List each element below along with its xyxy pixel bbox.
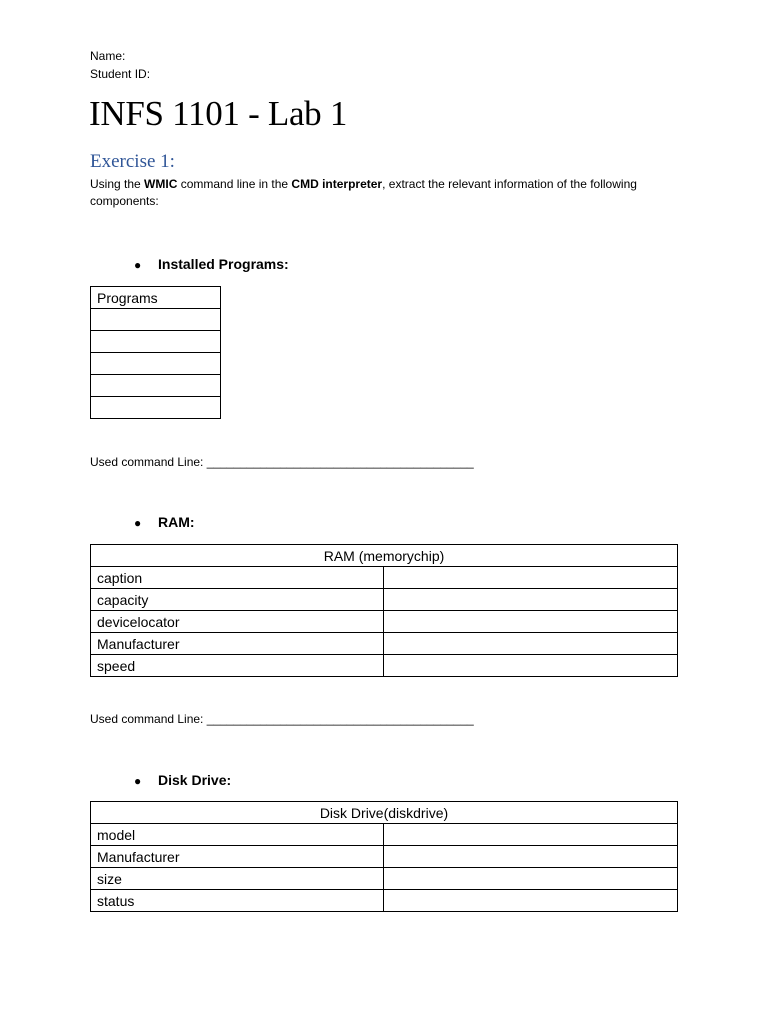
bullet-label: Disk Drive: [158, 772, 232, 788]
programs-header-cell: Programs [91, 287, 221, 309]
table-row [91, 353, 221, 375]
exercise-heading: Exercise 1: [90, 151, 175, 172]
disk-label-cell: model [91, 824, 384, 846]
disk-table [90, 801, 678, 912]
disk-value-cell[interactable] [384, 868, 678, 890]
bullet-dot-icon: ● [134, 516, 142, 530]
ram-value-cell[interactable] [384, 567, 678, 589]
bullet-installed-programs [134, 254, 289, 275]
bullet-label: RAM: [158, 514, 195, 530]
bullet-disk-drive [134, 770, 231, 791]
intro-text: command line in the [177, 177, 292, 191]
table-row [91, 868, 678, 890]
ram-label-cell: Manufacturer [91, 633, 384, 655]
bullet-dot-icon: ● [134, 774, 142, 788]
table-row [91, 824, 678, 846]
disk-label-cell: Manufacturer [91, 846, 384, 868]
intro-text: Using the [90, 177, 145, 191]
bullet-ram [134, 512, 195, 533]
table-row [91, 287, 221, 309]
table-row [91, 397, 221, 419]
program-entry-cell[interactable] [91, 375, 221, 397]
table-row [91, 589, 678, 611]
ram-label-cell: capacity [91, 589, 384, 611]
table-row [91, 633, 678, 655]
exercise-intro [90, 176, 690, 210]
program-entry-cell[interactable] [91, 309, 221, 331]
disk-value-cell[interactable] [384, 890, 678, 912]
ram-value-cell[interactable] [384, 611, 678, 633]
table-row [91, 890, 678, 912]
table-row [91, 309, 221, 331]
table-row [91, 802, 678, 824]
ram-value-cell[interactable] [384, 589, 678, 611]
disk-label-cell: size [91, 868, 384, 890]
disk-value-cell[interactable] [384, 846, 678, 868]
ram-header-cell: RAM (memorychip) [91, 545, 678, 567]
program-entry-cell[interactable] [91, 331, 221, 353]
student-id-label: Student ID: [90, 67, 151, 81]
ram-value-cell[interactable] [384, 633, 678, 655]
program-entry-cell[interactable] [91, 397, 221, 419]
ram-label-cell: devicelocator [91, 611, 384, 633]
ram-label-cell: speed [91, 655, 384, 677]
intro-cmd: CMD interpreter [291, 177, 383, 191]
ram-command-line: Used command Line: ________________________________________ [90, 712, 474, 726]
programs-command-line: Used command Line: ________________________________________ [90, 455, 474, 469]
table-row [91, 611, 678, 633]
disk-header-cell: Disk Drive(diskdrive) [91, 802, 678, 824]
ram-table [90, 544, 678, 677]
ram-value-cell[interactable] [384, 655, 678, 677]
programs-table [90, 286, 221, 419]
program-entry-cell[interactable] [91, 353, 221, 375]
table-row [91, 331, 221, 353]
bullet-dot-icon: ● [134, 258, 142, 272]
page-title: INFS 1101 - Lab 1 [89, 94, 348, 133]
table-row [91, 545, 678, 567]
table-row [91, 846, 678, 868]
disk-label-cell: status [91, 890, 384, 912]
table-row [91, 375, 221, 397]
bullet-label: Installed Programs: [158, 256, 289, 272]
name-label: Name: [90, 49, 126, 63]
disk-value-cell[interactable] [384, 824, 678, 846]
intro-text: , extract the relevant information of the following components: [90, 177, 637, 208]
ram-label-cell: caption [91, 567, 384, 589]
table-row [91, 655, 678, 677]
table-row [91, 567, 678, 589]
intro-wmic: WMIC [144, 177, 178, 191]
